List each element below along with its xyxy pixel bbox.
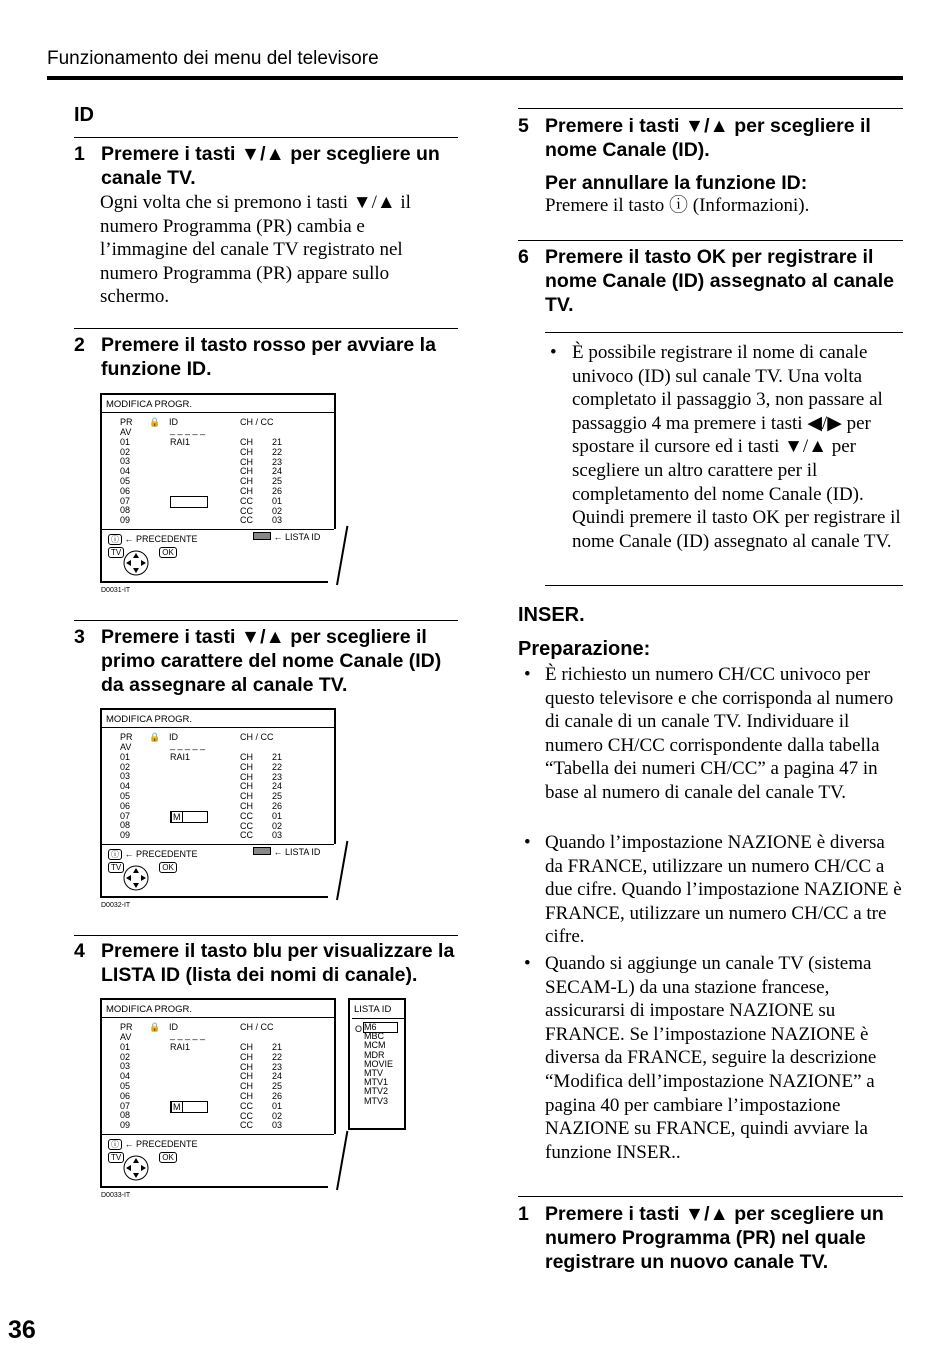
- id-dashes: _ _ _ _ _: [170, 1030, 206, 1040]
- pr-value: 07: [120, 495, 131, 506]
- lista-id-item: M6: [364, 1022, 377, 1032]
- tv-key: TV: [108, 547, 124, 558]
- pr-value: 07: [120, 810, 131, 821]
- id-dashes: _ _ _ _ _: [170, 740, 206, 750]
- ch-value: CH: [240, 1090, 253, 1101]
- list-label: LISTA ID: [285, 532, 321, 542]
- pr-value: 09: [120, 1120, 131, 1131]
- divider: [545, 585, 903, 586]
- screen-title: MODIFICA PROGR.: [106, 714, 193, 725]
- pr-value: 05: [120, 790, 131, 801]
- pr-value: AV: [120, 742, 132, 752]
- id-entry-box: [170, 496, 208, 508]
- channel-number: 25: [272, 791, 283, 802]
- prev-label: PRECEDENTE: [136, 849, 198, 859]
- ch-value: CH: [240, 781, 253, 792]
- chcc-header: CH / CC: [240, 417, 274, 427]
- pr-header: PR: [120, 417, 133, 427]
- pr-list: [120, 743, 131, 841]
- prev-label: PRECEDENTE: [136, 1139, 198, 1149]
- bullet-dot: •: [550, 342, 557, 363]
- ch-value: CH: [240, 476, 253, 487]
- lista-id-item: MTV2: [364, 1086, 389, 1097]
- lista-id-cursor: [363, 1022, 398, 1033]
- cancel-note-title: Per annullare la funzione ID:: [545, 172, 808, 194]
- footer-prev: ⓘ ← PRECEDENTE: [108, 534, 198, 545]
- lista-id-item: MBC: [364, 1031, 384, 1042]
- footer-prev: ⓘ ← PRECEDENTE: [108, 849, 198, 860]
- figure-code: D0031-IT: [101, 587, 131, 594]
- ch-value: CC: [240, 505, 253, 516]
- lista-id-item: MTV1: [364, 1077, 389, 1088]
- lista-id-item: MTV: [364, 1068, 383, 1079]
- pr-value: 04: [120, 466, 131, 477]
- section-title-inser: INSER.: [518, 604, 585, 626]
- page-number: 36: [8, 1316, 36, 1344]
- channel-number: 21: [272, 1042, 283, 1052]
- section-title-id: ID: [74, 104, 94, 126]
- pr-value: 05: [120, 1080, 131, 1091]
- id-char: M: [173, 1102, 181, 1112]
- pr-value: 08: [120, 820, 131, 831]
- ch-value: CH: [240, 752, 253, 762]
- channel-number: 24: [272, 466, 283, 477]
- step-number: 6: [518, 246, 529, 268]
- circle-icon: O: [355, 1024, 363, 1034]
- cancel-note-body: Premere il tasto ⓘ (Informazioni).: [545, 195, 810, 216]
- channel-number: 01: [272, 1100, 283, 1111]
- divider: [545, 332, 903, 333]
- step-title: Premere i tasti ▼/▲ per scegliere un numero Programma (PR) nel quale registrare un nuovo canale TV.: [545, 1203, 884, 1273]
- lista-id-item: MOVIE: [364, 1058, 394, 1069]
- ch-value: CH: [240, 456, 253, 467]
- ch-list: [240, 438, 253, 526]
- screen-title: MODIFICA PROGR.: [106, 1004, 193, 1015]
- id-entry-box: [170, 1101, 208, 1113]
- id-value: RAI1: [170, 437, 191, 447]
- pr-value: 02: [120, 1051, 131, 1062]
- dpad-icon: [122, 549, 150, 577]
- channel-number: 21: [272, 752, 283, 762]
- ok-key: OK: [159, 862, 177, 873]
- footer-prev: ⓘ ← PRECEDENTE: [108, 1139, 198, 1150]
- num-list: [272, 753, 282, 841]
- ch-value: CH: [240, 791, 253, 802]
- ch-value: CC: [240, 1100, 253, 1111]
- lista-id-item: MDR: [364, 1049, 385, 1060]
- divider: [74, 620, 458, 621]
- channel-number: 23: [272, 771, 283, 782]
- channel-number: 03: [272, 1120, 283, 1131]
- ch-value: CH: [240, 1081, 253, 1092]
- header-rule: [47, 76, 903, 80]
- pr-value: 04: [120, 1071, 131, 1082]
- ch-list: [240, 753, 253, 841]
- step-number: 3: [74, 626, 85, 648]
- channel-number: 03: [272, 515, 283, 526]
- channel-number: 23: [272, 1061, 283, 1072]
- pr-value: 06: [120, 1090, 131, 1101]
- pr-list: [120, 1033, 131, 1131]
- tv-screen-illustration: [100, 393, 338, 585]
- id-char: M: [173, 812, 181, 822]
- channel-number: 01: [272, 810, 283, 821]
- step-number: 4: [74, 940, 85, 962]
- ch-value: CH: [240, 1042, 253, 1052]
- channel-number: 02: [272, 1110, 283, 1121]
- footer-list: ← LISTA ID: [253, 532, 320, 542]
- note-text: È possibile registrare il nome di canale univoco (ID) sul canale TV. Una volta completato il passaggio 3, non passare al passaggio 4 ma premere i tasti ◀/▶ per spostare il cursore ed i tasti ▼/▲ per scegliere un altro carattere per il completamento del nome Canale (ID). Quindi premere il tasto OK per registrare il nome Canale (ID) assegnato al canale TV.: [572, 342, 901, 552]
- step-1-body: Ogni volta che si premono i tasti ▼/▲ il numero Programma (PR) cambia e l’immagine del canale TV registrato nel numero Programma (PR) appare sullo schermo.: [100, 192, 411, 308]
- ch-value: CC: [240, 830, 253, 841]
- pr-value: 03: [120, 1061, 131, 1072]
- figure-code: D0032-IT: [101, 902, 131, 909]
- id-header: ID: [169, 732, 178, 742]
- chcc-header: CH / CC: [240, 732, 274, 742]
- step-title: Premere i tasti ▼/▲ per scegliere il primo carattere del nome Canale (ID) da assegnare al canale TV.: [101, 626, 442, 696]
- pr-value: AV: [120, 1032, 132, 1042]
- divider: [518, 1196, 903, 1197]
- channel-number: 26: [272, 800, 283, 811]
- step-title: Premere il tasto blu per visualizzare la LISTA ID (lista dei nomi di canale).: [101, 940, 455, 986]
- figure-code: D0033-IT: [101, 1192, 131, 1199]
- ch-value: CH: [240, 1051, 253, 1062]
- dpad-icon: [122, 864, 150, 892]
- step-title: Premere i tasti ▼/▲ per scegliere il nome Canale (ID).: [545, 115, 871, 161]
- channel-number: 03: [272, 830, 283, 841]
- channel-number: 22: [272, 1051, 283, 1062]
- ch-value: CC: [240, 1120, 253, 1131]
- lista-id-items: [364, 1023, 393, 1106]
- channel-number: 01: [272, 495, 283, 506]
- pr-value: 01: [120, 751, 131, 762]
- pr-value: 06: [120, 485, 131, 496]
- prev-label: PRECEDENTE: [136, 534, 198, 544]
- ch-value: CC: [240, 810, 253, 821]
- pr-header: PR: [120, 1022, 133, 1032]
- step-number: 2: [74, 334, 85, 356]
- pr-value: 03: [120, 771, 131, 782]
- step-title: Premere i tasti ▼/▲ per scegliere un canale TV.: [101, 143, 440, 189]
- pr-value: 06: [120, 800, 131, 811]
- num-list: [272, 438, 282, 526]
- step-number: 1: [518, 1203, 529, 1225]
- pr-value: 05: [120, 475, 131, 486]
- ch-value: CH: [240, 800, 253, 811]
- screen-title: MODIFICA PROGR.: [106, 399, 193, 410]
- lock-icon: 🔒: [149, 1022, 161, 1032]
- ch-value: CH: [240, 466, 253, 477]
- divider: [74, 328, 458, 329]
- divider: [74, 935, 458, 936]
- channel-number: 02: [272, 505, 283, 516]
- ch-list: [240, 1043, 253, 1131]
- channel-number: 02: [272, 820, 283, 831]
- channel-number: 26: [272, 485, 283, 496]
- pr-value: 09: [120, 830, 131, 841]
- ch-value: CC: [240, 515, 253, 526]
- divider: [518, 108, 903, 109]
- tv-screen-illustration: [100, 708, 338, 900]
- ch-value: CH: [240, 485, 253, 496]
- channel-number: 25: [272, 476, 283, 487]
- id-header: ID: [169, 1022, 178, 1032]
- id-value: RAI1: [170, 752, 191, 762]
- id-header: ID: [169, 417, 178, 427]
- channel-number: 23: [272, 456, 283, 467]
- divider: [518, 240, 903, 241]
- step-number: 1: [74, 143, 85, 165]
- channel-number: 22: [272, 446, 283, 457]
- lista-id-item: MCM: [364, 1040, 386, 1051]
- step-number: 5: [518, 115, 529, 137]
- tv-key: TV: [108, 1152, 124, 1163]
- ch-value: CH: [240, 1071, 253, 1082]
- ch-value: CH: [240, 771, 253, 782]
- blue-key-icon: [253, 532, 271, 540]
- ok-key: OK: [159, 547, 177, 558]
- lista-id-title: LISTA ID: [354, 1004, 392, 1015]
- pr-value: 08: [120, 1110, 131, 1121]
- ok-key: OK: [159, 1152, 177, 1163]
- tv-screen-illustration: [100, 998, 338, 1190]
- lista-id-panel: [348, 998, 406, 1130]
- id-value: RAI1: [170, 1042, 191, 1052]
- blue-key-icon: [253, 847, 271, 855]
- tv-key: TV: [108, 862, 124, 873]
- ch-value: CH: [240, 446, 253, 457]
- pr-header: PR: [120, 732, 133, 742]
- page-header-title: Funzionamento dei menu del televisore: [47, 48, 379, 69]
- info-icon: ⓘ: [108, 849, 122, 860]
- channel-number: 24: [272, 781, 283, 792]
- pr-list: [120, 428, 131, 526]
- pr-value: 09: [120, 515, 131, 526]
- channel-number: 25: [272, 1081, 283, 1092]
- ch-value: CH: [240, 437, 253, 447]
- pr-value: 01: [120, 1041, 131, 1052]
- id-dashes: _ _ _ _ _: [170, 425, 206, 435]
- ch-value: CC: [240, 495, 253, 506]
- lock-icon: 🔒: [149, 417, 161, 427]
- step-title: Premere il tasto OK per registrare il nome Canale (ID) assegnato al canale TV.: [545, 246, 894, 316]
- channel-number: 21: [272, 437, 283, 447]
- pr-value: 03: [120, 456, 131, 467]
- channel-number: 22: [272, 761, 283, 772]
- id-entry-box: [170, 811, 208, 823]
- lock-icon: 🔒: [149, 732, 161, 742]
- channel-number: 24: [272, 1071, 283, 1082]
- dpad-icon: [122, 1154, 150, 1182]
- pr-value: 01: [120, 436, 131, 447]
- list-label: LISTA ID: [285, 847, 321, 857]
- channel-number: 26: [272, 1090, 283, 1101]
- num-list: [272, 1043, 282, 1131]
- info-icon: ⓘ: [108, 1139, 122, 1150]
- lista-id-item: MTV3: [364, 1095, 389, 1106]
- footer-list: ← LISTA ID: [253, 847, 320, 857]
- ch-value: CC: [240, 1110, 253, 1121]
- ch-value: CH: [240, 1061, 253, 1072]
- pr-value: AV: [120, 427, 132, 437]
- chcc-header: CH / CC: [240, 1022, 274, 1032]
- pr-value: 07: [120, 1100, 131, 1111]
- step-title: Premere il tasto rosso per avviare la funzione ID.: [101, 334, 436, 380]
- pr-value: 02: [120, 761, 131, 772]
- pr-value: 04: [120, 781, 131, 792]
- divider: [74, 137, 458, 138]
- ch-value: CC: [240, 820, 253, 831]
- pr-value: 02: [120, 446, 131, 457]
- info-icon: ⓘ: [108, 534, 122, 545]
- ch-value: CH: [240, 761, 253, 772]
- preparation-title: Preparazione:: [518, 638, 651, 660]
- pr-value: 08: [120, 505, 131, 516]
